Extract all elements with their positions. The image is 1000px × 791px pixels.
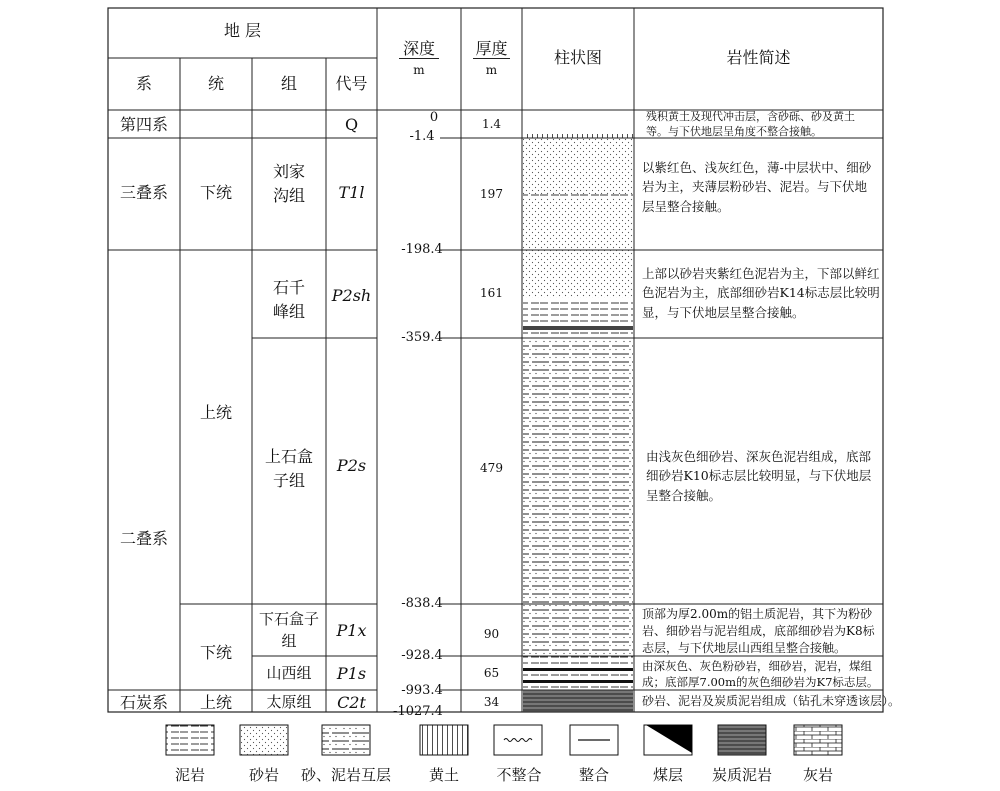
description-p2sh: 上部以砂岩夹紫红色泥岩为主，下部以鲜红色泥岩为主，底部细砂岩K14标志层比较明显，与下伏地层呈整合接触。	[642, 266, 880, 320]
depth-label: -1.4	[409, 129, 435, 144]
legend-label: 炭质泥岩	[711, 766, 772, 784]
depth-label: -359.4	[401, 330, 443, 345]
column-layer-shanxi	[523, 656, 633, 690]
code-p1s: P1s	[336, 664, 367, 683]
code-t1l: T1l	[338, 183, 365, 202]
thickness-c2t: 34	[483, 695, 500, 709]
header-system: 系	[135, 74, 152, 93]
depth-label: -1027.4	[393, 704, 443, 719]
header-strata: 地 层	[223, 21, 262, 40]
thickness-p1x: 90	[483, 627, 500, 641]
header-thickness-unit: m	[485, 63, 498, 77]
header-column: 柱状图	[553, 48, 602, 67]
system-quaternary: 第四系	[119, 115, 168, 134]
legend-label: 砂岩	[248, 766, 279, 784]
thickness-q: 1.4	[481, 117, 502, 131]
depth-label: 0	[429, 110, 439, 125]
thickness-p2s: 479	[480, 461, 503, 475]
legend-label: 整合	[578, 766, 609, 784]
legend-label: 煤层	[652, 766, 683, 784]
interbed-icon	[322, 725, 370, 755]
formation-lower-shihezi: 下石盒子组	[258, 610, 319, 650]
legend-label: 泥岩	[174, 766, 205, 784]
system-carboniferous: 石炭系	[119, 693, 168, 712]
code-c2t: C2t	[337, 693, 366, 712]
code-q: Q	[344, 115, 359, 134]
column-layer-quaternary	[523, 134, 633, 138]
column-layer-lower-shihezi	[523, 604, 633, 656]
system-permian: 二叠系	[119, 529, 168, 548]
thickness-p1s: 65	[483, 666, 500, 680]
header-depth: 深度	[377, 38, 461, 60]
legend-label: 灰岩	[802, 766, 833, 784]
code-p1x: P1x	[336, 621, 367, 640]
series-permian-upper: 上统	[199, 403, 232, 422]
legend-label: 砂、泥岩互层	[300, 766, 391, 784]
code-p2sh: P2sh	[331, 286, 372, 305]
depth-label: -928.4	[401, 648, 443, 663]
header-formation: 组	[280, 74, 297, 93]
limestone-icon	[794, 725, 842, 755]
formation-upper-shihezi: 上石盒子组	[264, 447, 313, 490]
header-code: 代号	[335, 74, 368, 93]
series-carboniferous-upper: 上统	[199, 693, 232, 712]
header-series: 统	[207, 74, 224, 93]
series-permian-lower: 下统	[199, 643, 232, 662]
description-t1l: 以紫红色、浅灰红色，薄-中层状中、细砂岩为主，夹薄层粉砂岩、泥岩。与下伏地层呈整合接触。	[642, 160, 872, 214]
depth-label: -993.4	[401, 683, 443, 698]
description-c2t: 砂岩、泥岩及炭质泥岩组成（钻孔未穿透该层）。	[642, 694, 901, 708]
legend-label: 不整合	[496, 766, 542, 784]
header-depth-unit: m	[413, 63, 425, 77]
column-layer-taiyuan	[523, 690, 633, 712]
column-layer-shiqianfeng	[523, 250, 633, 298]
unconformity-icon	[494, 725, 542, 755]
description-p2s: 由浅灰色细砂岩、深灰色泥岩组成，底部细砂岩K10标志层比较明显，与下伏地层呈整合接触。	[646, 449, 872, 503]
system-triassic: 三叠系	[119, 183, 168, 202]
formation-shanxi: 山西组	[266, 664, 312, 682]
sandstone-icon	[240, 725, 288, 755]
loess-icon	[420, 725, 468, 755]
formation-liujiagou: 刘家沟组	[272, 162, 305, 205]
header-lithology: 岩性简述	[726, 48, 791, 67]
legend-label: 黄土	[428, 766, 459, 784]
code-p2s: P2s	[336, 456, 367, 475]
description-q: 残积黄土及现代冲击层，含砂砾、砂及黄土等。与下伏地层呈角度不整合接触。	[646, 110, 855, 138]
thickness-p2sh: 161	[480, 286, 503, 300]
series-triassic-lower: 下统	[199, 183, 232, 202]
formation-taiyuan: 太原组	[266, 693, 312, 711]
depth-label: -838.4	[401, 596, 443, 611]
description-p1x: 顶部为厚2.00m的铝土质泥岩，其下为粉砂岩、细砂岩与泥岩组成，底部细砂岩为K8标志层，与下伏地层山西组呈整合接触。	[642, 607, 875, 655]
conformity-icon	[570, 725, 618, 755]
description-p1s: 由深灰色、灰色粉砂岩，细砂岩，泥岩，煤组成；底部厚7.00m的灰色细砂岩为K7标志层。	[642, 659, 879, 690]
column-layer-upper-shihezi	[523, 338, 633, 604]
header-thickness: 厚度	[475, 39, 508, 58]
mudstone-icon	[166, 725, 214, 755]
thickness-t1l: 197	[480, 187, 503, 201]
carbon-mudstone-icon	[718, 725, 766, 755]
depth-label: -198.4	[401, 242, 443, 257]
formation-shiqianfeng: 石千峰组	[272, 278, 305, 321]
coal-icon	[644, 725, 692, 755]
